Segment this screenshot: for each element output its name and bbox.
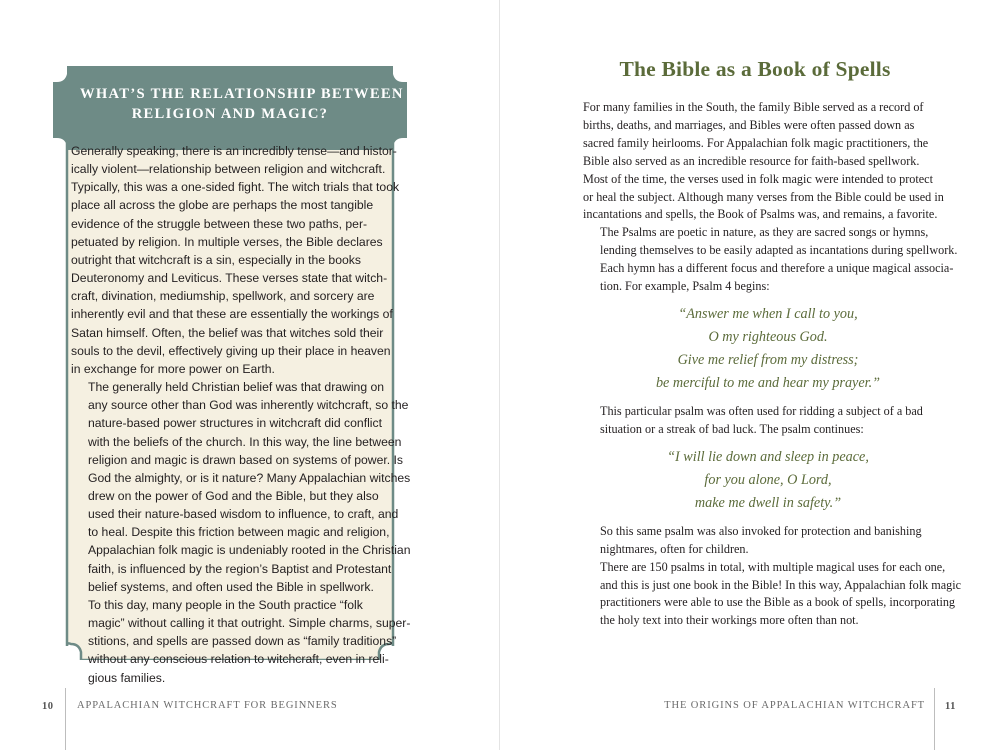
sidebar-paragraph [71, 378, 411, 596]
text-line: evidence of the struggle between these two paths, per- [71, 216, 368, 231]
sidebar-title-line: WHAT’S THE RELATIONSHIP BETWEEN [80, 86, 404, 102]
body-paragraph [583, 224, 958, 296]
text-line: gious families. [88, 670, 166, 685]
body-paragraph [583, 559, 962, 631]
text-line: drew on the power of God and the Bible, but they also [88, 488, 379, 503]
footer-rule-left [65, 688, 66, 750]
text-line: Most of the time, the verses used in folk magic were intended to protect [583, 171, 933, 186]
text-line: situation or a streak of bad luck. The psalm continues: [600, 421, 864, 436]
text-line: Appalachian folk magic is undeniably rooted in the Christian [88, 543, 411, 558]
text-line: This particular psalm was often used for ridding a subject of a bad [600, 403, 923, 418]
text-line: There are 150 psalms in total, with multiple magical uses for each one, [600, 559, 946, 574]
text-line: Bible also served as an incredible resource for faith-based spellwork. [583, 153, 920, 168]
footer-rule-right [934, 688, 935, 750]
text-line: inherently evil and that these are essentially the workings of [71, 307, 393, 322]
text-line: religion and magic is drawn based on systems of power. Is [88, 452, 403, 467]
sidebar-title [80, 84, 404, 124]
verse-line: “I will lie down and sleep in peace, [667, 448, 869, 465]
sidebar-header [67, 78, 404, 130]
text-line: For many families in the South, the family Bible served as a record of [583, 100, 924, 114]
text-line: The Psalms are poetic in nature, as they are sacred songs or hymns, [600, 225, 929, 240]
text-line: the holy text into their workings more often than not. [600, 613, 859, 628]
verse-line: Give me relief from my distress; [677, 351, 859, 368]
text-line: God the almighty, or is it nature? Many Appalachian witches [88, 470, 411, 485]
text-line: souls to the devil, effectively giving up their place in heaven [71, 343, 391, 358]
text-line: Deuteronomy and Leviticus. These verses state that witch- [71, 271, 388, 286]
text-line: Typically, this was a one-sided fight. The witch trials that took [71, 180, 400, 195]
page-number-right: 11 [945, 701, 956, 712]
text-line: Generally speaking, there is an incredibly tense—and histor- [71, 144, 397, 158]
text-line: Satan himself. Often, the belief was that witches sold their [71, 325, 384, 340]
text-line: incantations and spells, the Book of Psalms was, and remains, a favorite. [583, 207, 938, 222]
psalm-verse [583, 303, 953, 395]
text-line: petuated by religion. In multiple verses, the Bible declares [71, 234, 383, 249]
text-line: belief systems, and often used the Bible in spellwork. [88, 579, 374, 594]
text-line: without any conscious relation to witchcraft, even in reli- [88, 652, 389, 667]
verse-line: for you alone, O Lord, [704, 471, 832, 488]
verse-line: O my righteous God. [708, 328, 828, 345]
text-line: and this is just one book in the Bible! In this way, Appalachian folk magic [600, 577, 962, 592]
text-line: tion. For example, Psalm 4 begins: [600, 279, 770, 294]
sidebar-paragraph [71, 142, 400, 378]
text-line: or heal the subject. Although many verses from the Bible could be used in [583, 189, 944, 204]
text-line: with the beliefs of the church. In this way, the line between [88, 434, 402, 449]
running-head-left: APPALACHIAN WITCHCRAFT FOR BEGINNERS [77, 700, 338, 711]
text-line: faith, is influenced by the region’s Baptist and Protestant [88, 561, 392, 576]
psalm-verse [583, 446, 953, 515]
text-line: nightmares, often for children. [600, 541, 749, 556]
text-line: any source other than God was inherently witchcraft, so the [88, 398, 409, 413]
verse-line: make me dwell in safety.” [694, 494, 842, 511]
text-line: Each hymn has a different focus and therefore a unique magical associa- [600, 261, 954, 276]
text-line: in exchange for more power on Earth. [71, 361, 275, 376]
verse-line: “Answer me when I call to you, [678, 305, 858, 322]
verse-line: be merciful to me and hear my prayer.” [655, 374, 881, 391]
text-line: place all across the globe are perhaps the most tangible [71, 198, 374, 213]
text-line: lending themselves to be easily adapted as incantations during spellwork. [600, 243, 958, 258]
body-paragraph [583, 523, 953, 559]
body-paragraph [583, 403, 953, 439]
section-heading: The Bible as a Book of Spells [619, 57, 891, 81]
sidebar-paragraph [71, 596, 411, 687]
text-line: used their nature-based wisdom to influence, to craft, and [88, 507, 399, 522]
sidebar-text [71, 142, 411, 687]
text-line: outright that witchcraft is a sin, especially in the books [71, 252, 361, 267]
text-line: To this day, many people in the South practice “folk [88, 597, 363, 612]
body-text [583, 99, 962, 630]
text-line: nature-based power structures in witchcraft did conflict [88, 416, 382, 431]
text-line: ically violent—relationship between religion and witchcraft. [71, 162, 386, 177]
running-head-right: THE ORIGINS OF APPALACHIAN WITCHCRAFT [664, 700, 925, 711]
text-line: births, deaths, and marriages, and Bibles were often passed down as [583, 117, 915, 132]
page-gutter [499, 0, 500, 750]
page-number-left: 10 [42, 701, 54, 712]
sidebar-box [53, 66, 411, 685]
body-paragraph [583, 99, 953, 224]
text-line: magic” without calling it that outright. Simple charms, super- [88, 616, 411, 631]
text-line: practitioners were able to use the Bible as a book of spells, incorporating [600, 595, 956, 610]
text-line: The generally held Christian belief was that drawing on [88, 380, 385, 395]
sidebar-title-line: RELIGION AND MAGIC? [131, 106, 329, 122]
text-line: sacred family heirlooms. For Appalachian folk magic practitioners, the [583, 135, 929, 150]
text-line: craft, divination, mediumship, spellwork, and sorcery are [71, 289, 375, 304]
text-line: to heal. Despite this friction between magic and religion, [88, 525, 390, 540]
text-line: So this same psalm was also invoked for protection and banishing [600, 523, 922, 538]
text-line: stitions, and spells are passed down as “family traditions” [88, 634, 397, 649]
